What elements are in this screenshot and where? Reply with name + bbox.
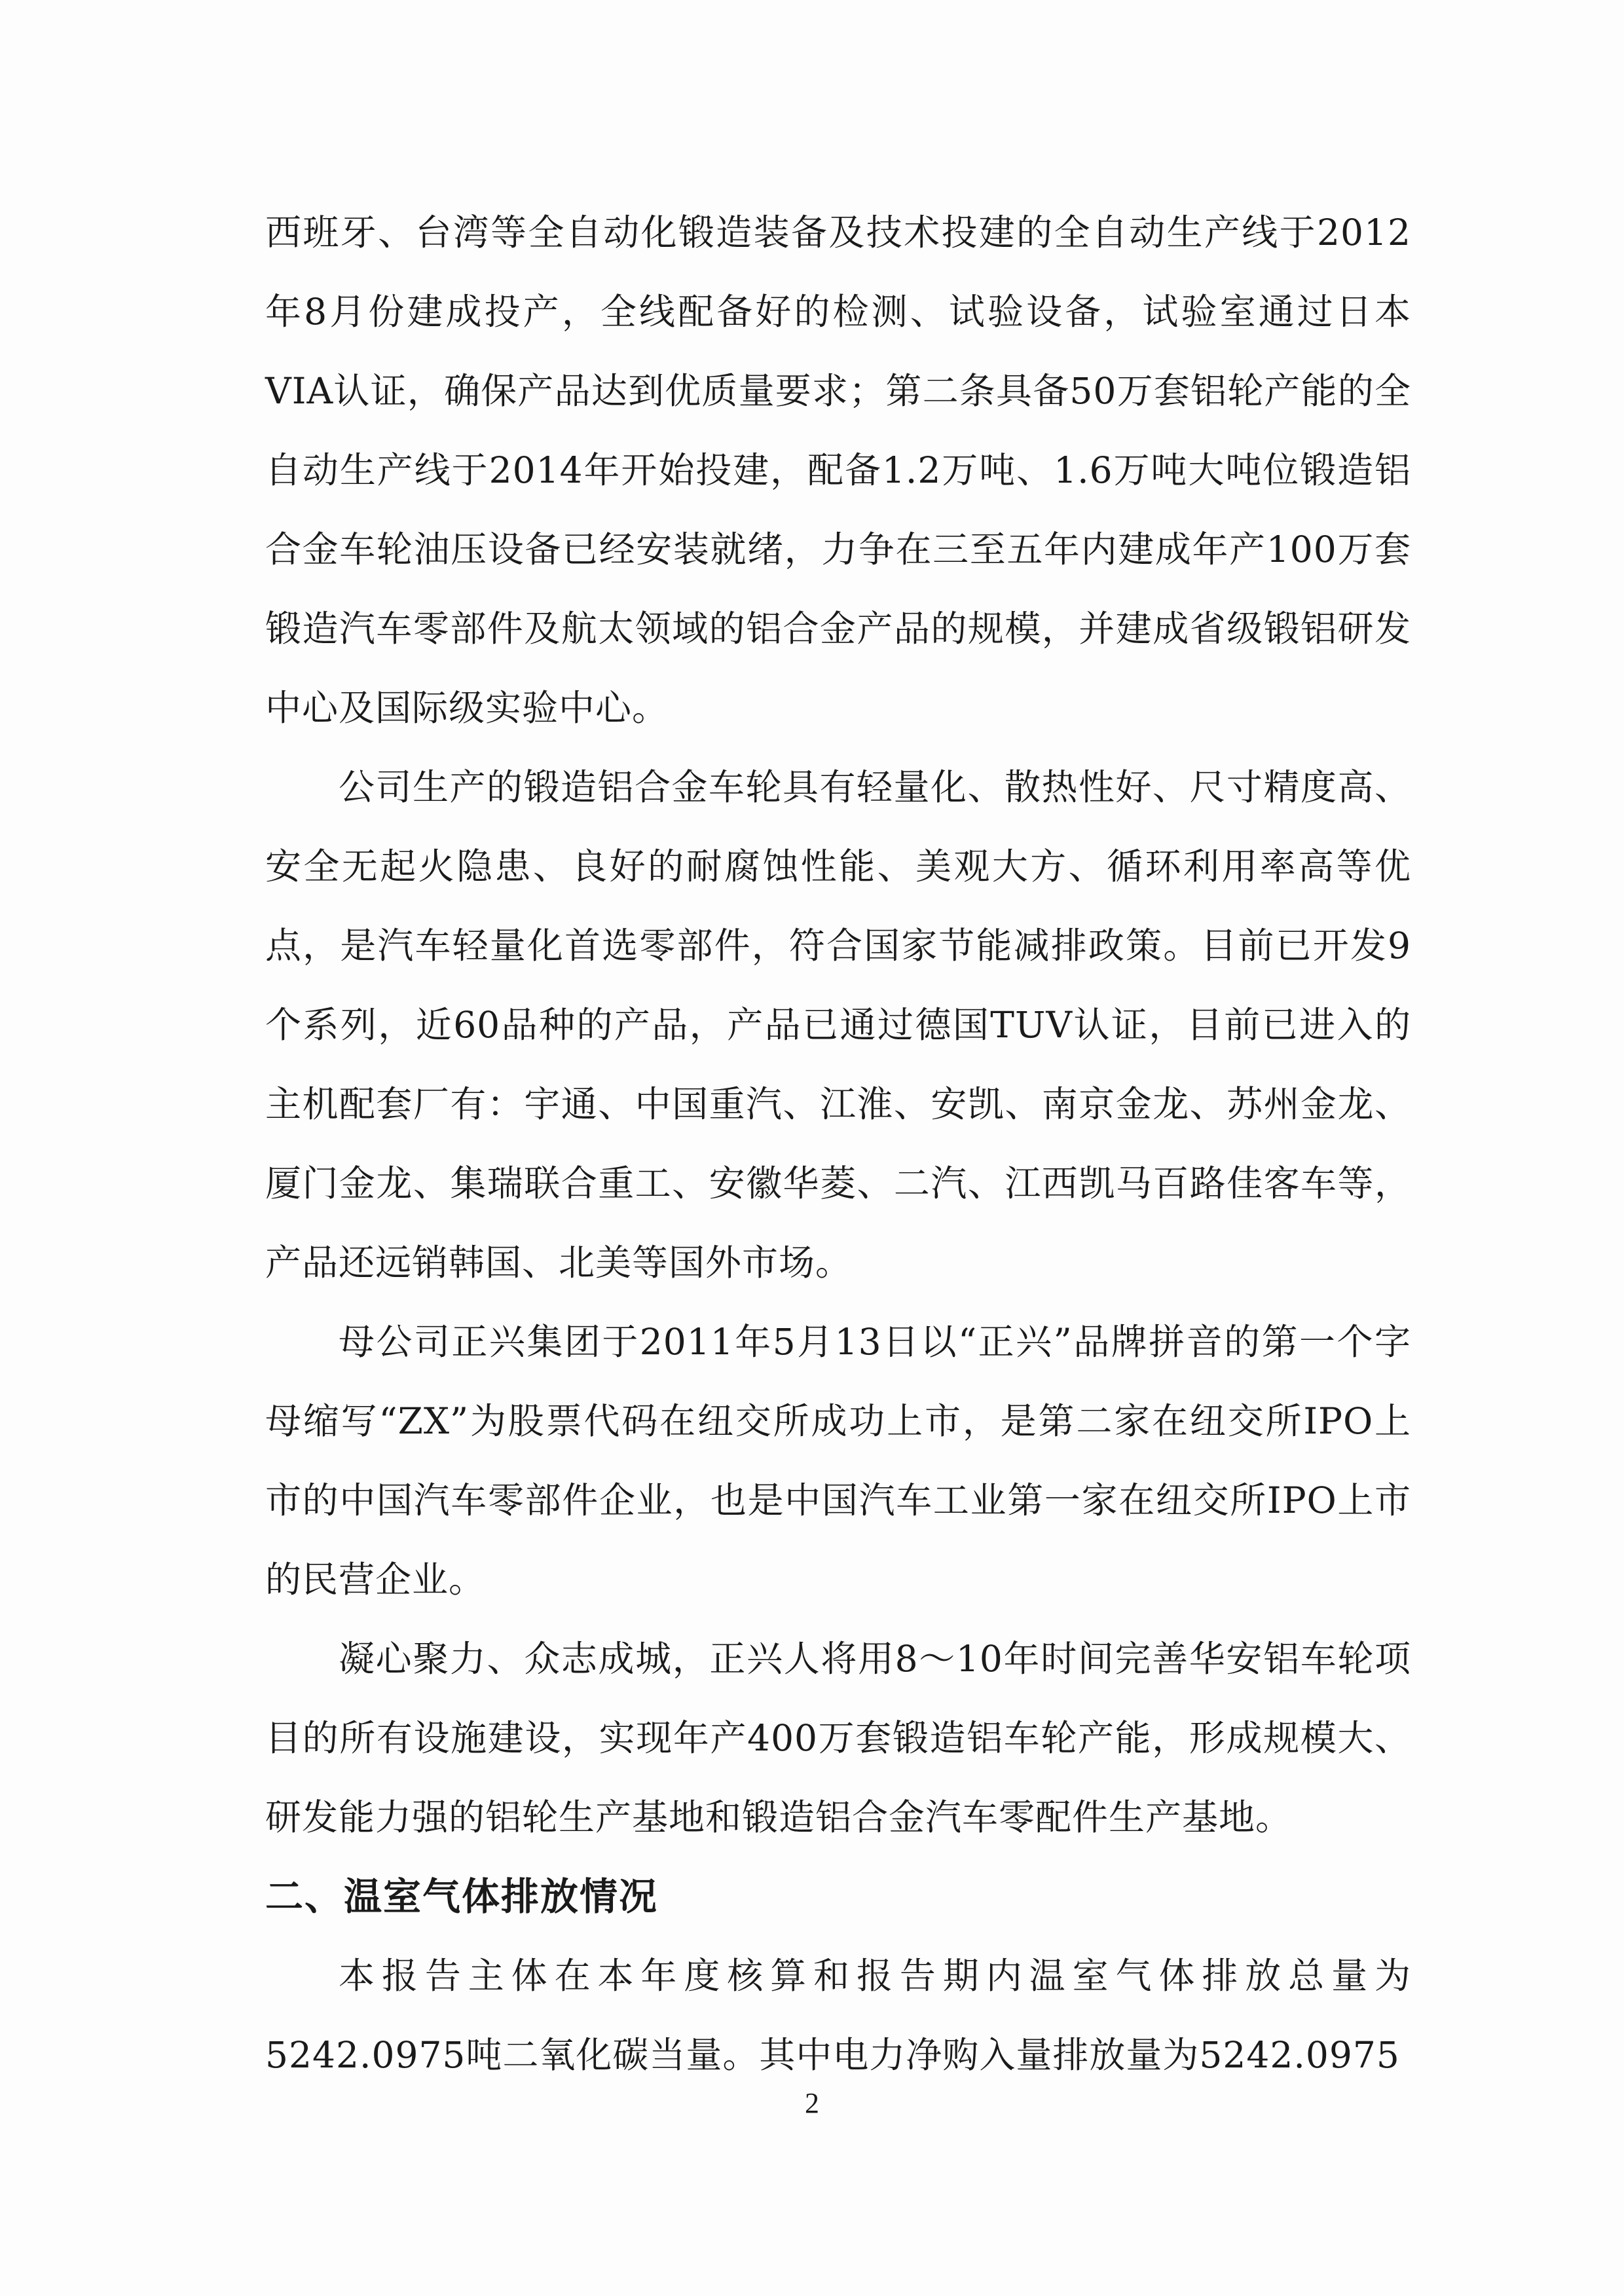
paragraph-wheel-product-features: 公司生产的锻造铝合金车轮具有轻量化、散热性好、尺寸精度高、安全无起火隐患、良好的耐腐蚀性能、美观大方、循环利用率高等优点，是汽车轻量化首选零部件，符合国家节能减排政策。目前已开发9个系列，近60品种的产品，产品已通过德国TUV认证，目前已进入的主机配套厂有：宇通、中国重汽、江淮、安凯、南京金龙、苏州金龙、厦门金龙、集瑞联合重工、安徽华菱、二汽、江西凯马百路佳客车等，产品还远销韩国、北美等国外市场。 <box>265 766 1411 1284</box>
paragraph-emission-total: 本报告主体在本年度核算和报告期内温室气体排放总量为5242.0975吨二氧化碳当量。其中电力净购入量排放量为5242.0975 <box>265 1955 1411 2076</box>
document-body <box>265 193 1411 2095</box>
section-heading-ghg-emissions: 二、温室气体排放情况 <box>265 1874 659 1919</box>
paragraph-future-plan: 凝心聚力、众志成城，正兴人将用8～10年时间完善华安铝车轮项目的所有设施建设，实现年产400万套锻造铝车轮产能，形成规模大、研发能力强的铝轮生产基地和锻造铝合金汽车零配件生产基地。 <box>265 1638 1411 1838</box>
page-number: 2 <box>805 2087 819 2119</box>
paragraph-wheel-production-lines: 西班牙、台湾等全自动化锻造装备及技术投建的全自动生产线于2012年8月份建成投产，全线配备好的检测、试验设备，试验室通过日本VIA认证，确保产品达到优质量要求；第二条具备50万套铝轮产能的全自动生产线于2014年开始投建，配备1.2万吨、1.6万吨大吨位锻造铝合金车轮油压设备已经安装就绪，力争在三至五年内建成年产100万套锻造汽车零部件及航太领域的铝合金产品的规模，并建成省级锻铝研发中心及国际级实验中心。 <box>265 212 1411 729</box>
paragraph-parent-company-listing: 母公司正兴集团于2011年5月13日以“正兴”品牌拼音的第一个字母缩写“ZX”为股票代码在纽交所成功上市，是第二家在纽交所IPO上市的中国汽车零部件企业，也是中国汽车工业第一家在纽交所IPO上市的民营企业。 <box>265 1321 1411 1601</box>
